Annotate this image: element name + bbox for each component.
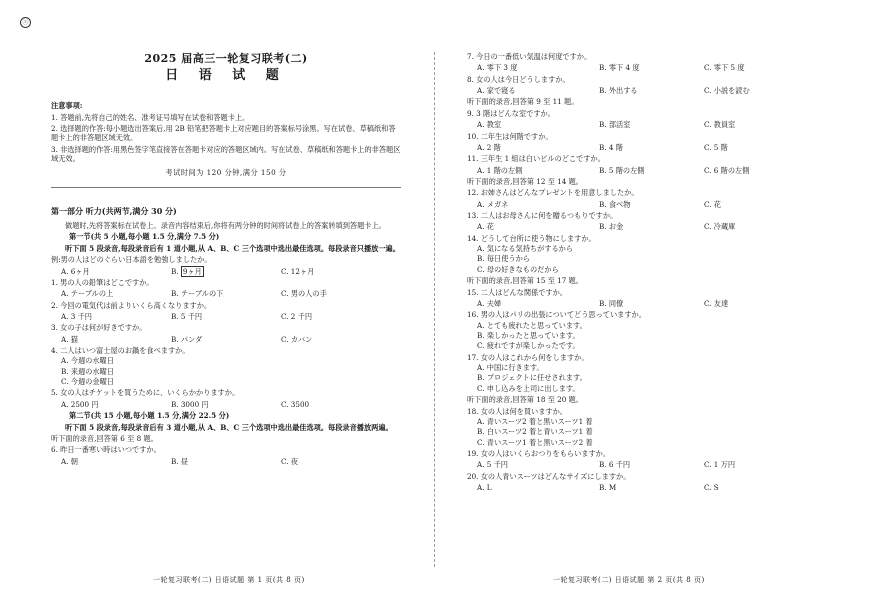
- option: C. カバン: [281, 334, 313, 344]
- option: A. 5 千円: [477, 460, 508, 470]
- option: B. パンダ: [171, 334, 203, 344]
- question: 1. 男の人の鉛筆はどこですか。: [51, 277, 154, 287]
- option: A. 花: [477, 222, 494, 232]
- section-instruction: 听下面 5 段录音,每段录音后有 1 道小题,从 A、B、C 三个选项中选出最佳选项。每段录音只播放一遍。: [65, 243, 400, 253]
- option: B. 5 千円: [171, 311, 203, 321]
- options-row: [51, 335, 401, 344]
- option: C. 1 万円: [704, 460, 736, 470]
- option: A. 2500 円: [61, 399, 99, 409]
- option: A. 家で寝る: [477, 86, 516, 96]
- option: C. 青いスーツ1 着と黒いスーツ2 着: [477, 437, 593, 447]
- option: B. 楽しかったと思っています。: [477, 330, 580, 340]
- options-row: [467, 63, 823, 72]
- question: 10. 二年生は何階ですか。: [467, 131, 553, 141]
- option: C. 申し込みを上司に出します。: [477, 383, 580, 393]
- option: A. L: [477, 483, 492, 493]
- page-footer: 一轮复习联考(二) 日语试题 第 2 页(共 8 页): [553, 576, 705, 584]
- option: A. 中国に行きます。: [477, 363, 544, 373]
- option: B. 9ヶ月: [171, 266, 202, 276]
- question: 15. 二人はどんな関係ですか。: [467, 287, 567, 297]
- question: 5. 女の人はチケットを買うために、いくらかかりますか。: [51, 388, 240, 398]
- time-and-score: 考试时间为 120 分钟,满分 150 分: [165, 168, 287, 178]
- options-row: [51, 312, 401, 321]
- option: A. テーブルの上: [61, 289, 114, 299]
- page-1: [51, 48, 401, 468]
- option: B. プロジェクトに任せされます。: [477, 373, 587, 383]
- option: C. 友達: [704, 298, 729, 308]
- option: B. お金: [599, 222, 624, 232]
- options-row: [467, 222, 823, 231]
- option: C. 疲れですが楽しかったです。: [477, 341, 580, 351]
- option: B. 6 千円: [599, 460, 631, 470]
- note-item: 1. 答题前,先将自己的姓名、准考证号填写在试卷和答题卡上。: [51, 112, 250, 122]
- option: A. 気になる気持ちがするから: [477, 244, 574, 254]
- option: A. 教室: [477, 120, 502, 130]
- part-heading: 第一部分 听力(共两节,满分 30 分): [51, 205, 177, 216]
- option: B. 外出する: [599, 86, 638, 96]
- notes-heading: 注意事项:: [51, 101, 83, 111]
- option: B. 部活室: [599, 120, 631, 130]
- listening-note: 听下面的录音,回答第 15 至 17 题。: [467, 276, 583, 286]
- listening-note: 听下面的录音,回答第 6 至 8 题。: [51, 433, 158, 443]
- options-row: [51, 289, 401, 298]
- option: C. 母の好きなものだから: [477, 264, 559, 274]
- question: 19. 女の人はいくらおつりをもらいますか。: [467, 448, 611, 458]
- option: A. とても疲れたと思っています。: [477, 320, 587, 330]
- options-row: [51, 457, 401, 466]
- option: A. 青いスーツ2 着と黒いスーツ1 着: [477, 416, 593, 426]
- note-item: 3. 非选择题的作答:用黑色签字笔直接答在答题卡对应的答题区域内。写在试卷、草稿纸和答题卡上的非答题区域无效。: [51, 144, 401, 163]
- part-intro: 做题时,先将答案标在试卷上。录音内容结束后,你将有两分钟的时间将试卷上的答案转填到答题卡上。: [65, 221, 386, 231]
- options-row: [467, 143, 823, 152]
- question: 7. 今日の一番低い気温は何度ですか。: [467, 52, 592, 61]
- example-answer-box: 9ヶ月: [182, 266, 202, 276]
- question: 3. 女の子は何が好きですか。: [51, 323, 147, 333]
- option: C. S: [704, 483, 719, 493]
- example-question: 例:男の人はどのぐらい日本語を勉強しましたか。: [51, 255, 212, 265]
- option: C. 5 階: [704, 142, 728, 152]
- option: C. 12ヶ月: [281, 266, 315, 276]
- options-row: [467, 120, 823, 129]
- option: B. 零下 4 度: [599, 63, 640, 73]
- option: C. 男の人の手: [281, 289, 327, 299]
- options-row: [467, 200, 823, 209]
- option: B. 4 階: [599, 142, 623, 152]
- option: C. 零下 5 度: [704, 63, 745, 73]
- listening-note: 听下面的录音,回答第 9 至 11 题。: [467, 97, 579, 107]
- listening-note: 听下面的录音,回答第 18 至 20 题。: [467, 395, 583, 405]
- divider-rule: [51, 187, 401, 188]
- option: B. 来週の水曜日: [61, 366, 114, 376]
- option: A. メガネ: [477, 199, 509, 209]
- options-row: [467, 483, 823, 492]
- option: A. 今週の水曜日: [61, 356, 114, 366]
- options-row: [467, 86, 823, 95]
- options-row: [467, 460, 823, 469]
- option: B. 3000 円: [171, 399, 209, 409]
- note-item: 2. 选择题的作答:每小题选出答案后,用 2B 铅笔把答题卡上对应题目的答案标号涂黑。写在试卷、草稿纸和答题卡上的非答题区域无效。: [51, 123, 396, 143]
- publisher-logo-icon: ⓢ: [20, 17, 31, 28]
- question: 8. 女の人は今日どうしますか。: [467, 74, 570, 84]
- option: A. 零下 3 度: [477, 63, 518, 73]
- question: 9. 3 階はどんな室ですか。: [467, 108, 555, 118]
- listening-note: 听下面的录音,回答第 12 至 14 题。: [467, 176, 583, 186]
- page-footer: 一轮复习联考(二) 日语试题 第 1 页(共 8 页): [153, 576, 305, 584]
- option: B. テーブルの下: [171, 289, 224, 299]
- question: 4. 二人はいつ富士屋のお鍋を食べますか。: [51, 346, 190, 356]
- options-row: [467, 166, 823, 175]
- options-row: [467, 299, 823, 308]
- option: B. 同僚: [599, 298, 624, 308]
- page-2: [467, 50, 823, 494]
- question: 11. 三年生 1 組は白いビルのどこですか。: [467, 154, 605, 164]
- section-heading: 第二节(共 15 小题,每小题 1.5 分,满分 22.5 分): [69, 411, 230, 421]
- page-divider: [434, 52, 435, 567]
- option: B. 昼: [171, 456, 189, 466]
- option: C. 今週の金曜日: [61, 377, 114, 387]
- option: A. 1 階の左側: [477, 165, 523, 175]
- question: 16. 男の人はパリの出張についてどう思っていますか。: [467, 310, 646, 320]
- option: C. 6 階の左側: [704, 165, 750, 175]
- question: 20. 女の人青いスーツはどんなサイズにしますか。: [467, 471, 631, 481]
- option: A. 猫: [61, 334, 78, 344]
- option: C. 2 千円: [281, 311, 313, 321]
- option: C. 花: [704, 199, 721, 209]
- option: C. 夜: [281, 456, 298, 466]
- section-instruction: 听下面 5 段录音,每段录音后有 3 道小题,从 A、B、C 三个选项中选出最佳选项。每段录音播放两遍。: [65, 422, 393, 432]
- option: A. 夫婦: [477, 298, 502, 308]
- option: C. 3500: [281, 399, 310, 409]
- option: A. 2 階: [477, 142, 501, 152]
- option: C. 教員室: [704, 120, 736, 130]
- option: B. M: [599, 483, 617, 493]
- question: 17. 女の人はこれから何をしますか。: [467, 352, 589, 362]
- option: B. 白いスーツ2 着と青いスーツ1 着: [477, 427, 593, 437]
- option: B. 毎日使うから: [477, 254, 530, 264]
- example-options: [51, 267, 401, 276]
- option: B. 5 階の左側: [599, 165, 645, 175]
- option: C. 小説を読む: [704, 86, 750, 96]
- exam-title: 2025 届高三一轮复习联考(二): [144, 52, 308, 65]
- option: B. 食べ物: [599, 199, 631, 209]
- option: A. 朝: [61, 456, 78, 466]
- option: C. 冷蔵庫: [704, 222, 736, 232]
- subject-title: 日 语 试 题: [165, 68, 287, 84]
- question: 13. 二人はお母さんに何を贈るつもりですか。: [467, 211, 618, 221]
- option: A. 6ヶ月: [61, 266, 90, 276]
- question: 18. 女の人は何を買いますか。: [467, 406, 567, 416]
- options-row: [51, 400, 401, 409]
- option: A. 3 千円: [61, 311, 92, 321]
- question: 6. 昨日一番寒い時はいつですか。: [51, 445, 161, 455]
- question: 12. お姉さんはどんなプレゼントを用意しましたか。: [467, 188, 639, 198]
- section-heading: 第一节(共 5 小题,每小题 1.5 分,满分 7.5 分): [69, 232, 220, 242]
- question: 14. どうして台所に使う物にしますか。: [467, 233, 596, 243]
- question: 2. 今回の電気代は前よりいくら高くなりますか。: [51, 300, 212, 310]
